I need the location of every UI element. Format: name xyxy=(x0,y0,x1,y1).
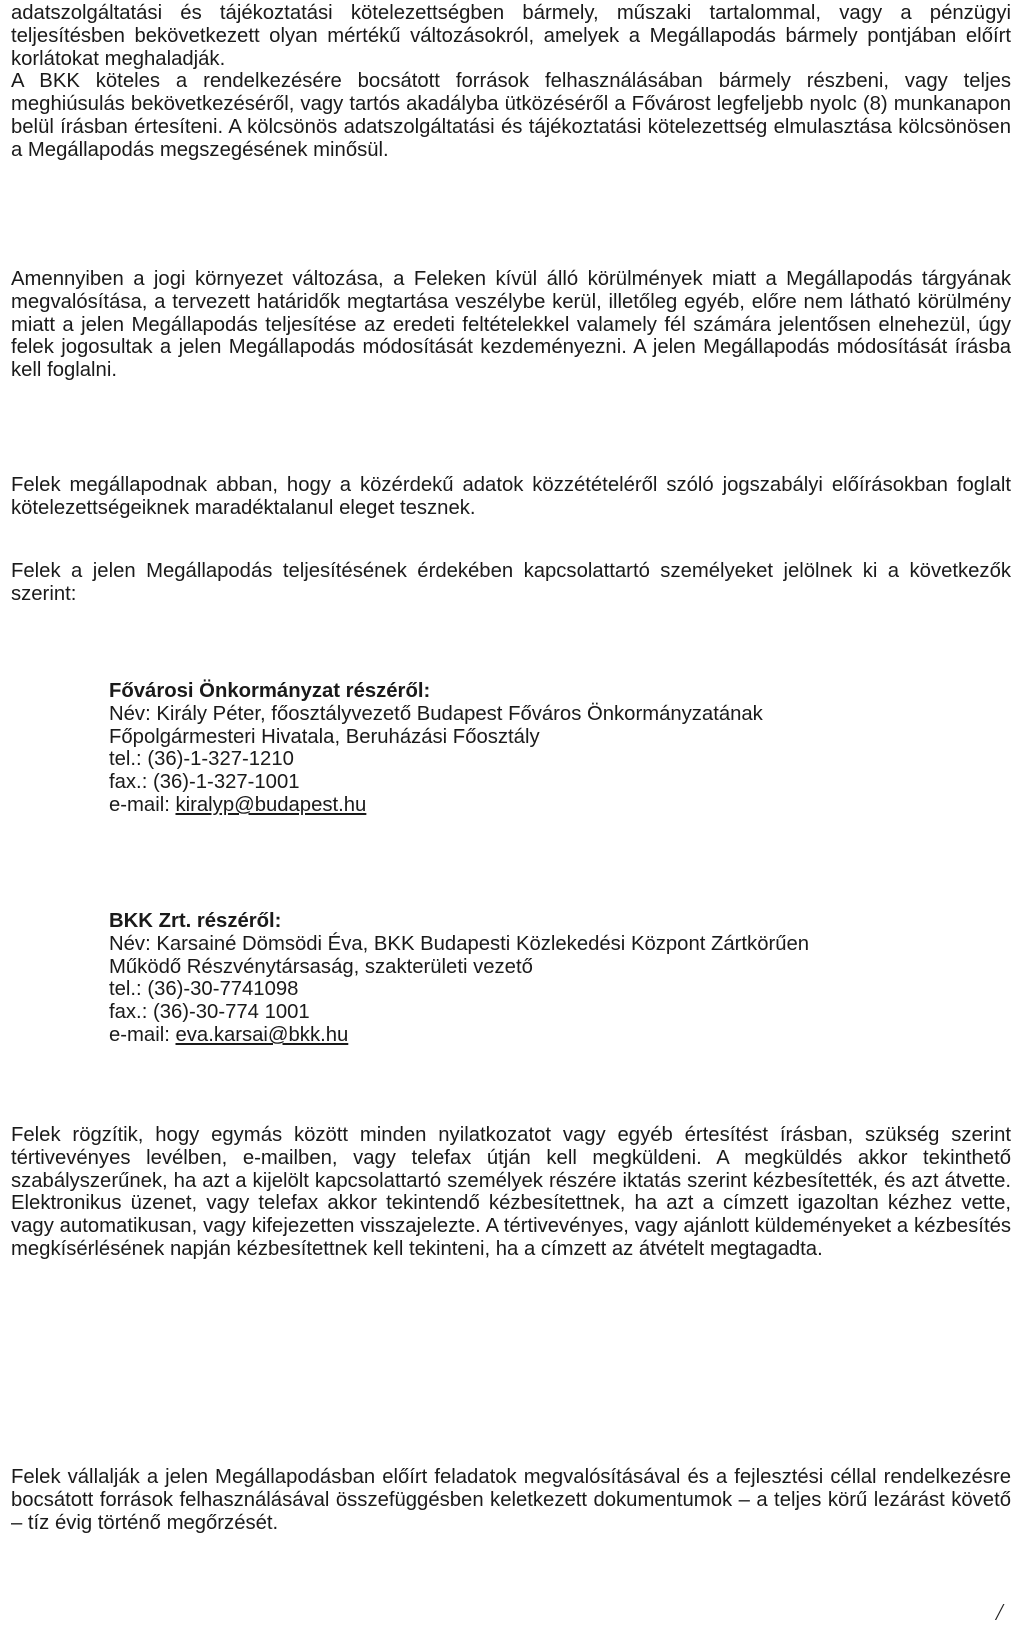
contact-fax: fax.: (36)-1-327-1001 xyxy=(109,771,300,794)
contact-phone: tel.: (36)-30-7741098 xyxy=(109,978,299,1001)
paragraph-public-data: Felek megállapodnak abban, hogy a közérdekű adatok közzétételéről szóló jogszabályi előírásokban foglalt kötelezettségeiknek maradéktalanul eleget tesznek. xyxy=(11,474,1011,519)
contact-email-link[interactable]: kiralyp@budapest.hu xyxy=(175,793,367,816)
contact-email-row xyxy=(109,1024,1009,1047)
contact-department-line: Működő Részvénytársaság, szakterületi vezető xyxy=(109,955,533,978)
contact-heading: BKK Zrt. részéről: xyxy=(109,910,282,932)
contact-name-line: Név: Király Péter, főosztályvezető Budapest Főváros Önkormányzatának xyxy=(109,702,763,725)
contact-email-row xyxy=(109,794,1009,817)
contact-department-line: Főpolgármesteri Hivatala, Beruházási Főosztály xyxy=(109,725,540,748)
paragraph-notices: Felek rögzítik, hogy egymás között minden nyilatkozatot vagy egyéb értesítést írásban, szükség szerint tértivevényes levélben, e-mailben, vagy telefax útján kell megküldeni. A megküldés akkor tekinthető szabályszerűnek, ha azt a kijelölt kapcsolattartó személyek részére iktatás szerint kézbesítették, és azt átvette. Elektronikus üzenet, vagy telefax akkor tekintendő kézbesítettnek, ha azt a címzett igazoltan kézhez vette, vagy automatikusan, vagy kifejezetten visszajelezte. A tértivevényes, vagy ajánlott küldeményeket a kézbesítés megkísérlésének napján kézbesítettnek kell tekinteni, ha a címzett az átvételt megtagadta. xyxy=(11,1124,1011,1260)
paragraph-reporting-obligations: adatszolgáltatási és tájékoztatási kötelezettségben bármely, műszaki tartalommal, vagy a pénzügyi teljesítésben bekövetkezett olyan mértékű változásokról, amelyek a Megállapodás bármely pontjában előírt korlátokat meghaladják. A BKK köteles a rendelkezésére bocsátott források felhasználásában bármely részbeni, vagy teljes meghiúsulás bekövetkezéséről, vagy tartós akadályba ütközéséről a Fővárost legfeljebb nyolc (8) munkanapon belül írásban értesíteni. A kölcsönös adatszolgáltatási és tájékoztatási kötelezettség elmulasztása kölcsönösen a Megállapodás megszegésének minősül. xyxy=(11,2,1011,161)
paragraph-contact-intro: Felek a jelen Megállapodás teljesítésének érdekében kapcsolattartó személyeket jelölnek ki a következők szerint: xyxy=(11,560,1011,605)
contact-name-line: Név: Karsainé Dömsödi Éva, BKK Budapesti Közlekedési Központ Zártkörűen xyxy=(109,932,810,955)
contact-phone: tel.: (36)-1-327-1210 xyxy=(109,748,294,771)
paragraph-amendment: Amennyiben a jogi környezet változása, a Feleken kívül álló körülmények miatt a Megállapodás tárgyának megvalósítása, a tervezett határidők megtartása veszélybe kerül, illetőleg egyéb, előre nem látható körülmény miatt a jelen Megállapodás teljesítése az eredeti feltételekkel valamely fél számára jelentősen elnehezül, úgy felek jogosultak a jelen Megállapodás módosítását kezdeményezni. A jelen Megállapodás módosítását írásba kell foglalni. xyxy=(11,268,1011,382)
contact-fax: fax.: (36)-30-774 1001 xyxy=(109,1001,310,1024)
paragraph-document-retention: Felek vállalják a jelen Megállapodásban előírt feladatok megvalósításával és a fejlesztési céllal rendelkezésre bocsátott források felhasználásával összefüggésben keletkezett dokumentumok – a teljes körű lezárást követő – tíz évig történő megőrzését. xyxy=(11,1466,1011,1534)
contact-block-bkk xyxy=(109,910,1009,1047)
contact-email-link[interactable]: eva.karsai@bkk.hu xyxy=(175,1023,349,1046)
contact-heading: Fővárosi Önkormányzat részéről: xyxy=(109,680,431,702)
contact-email-label: e-mail: xyxy=(109,1023,176,1046)
page-corner-mark: / xyxy=(996,1600,1003,1626)
contact-block-fovaros xyxy=(109,680,1009,817)
contact-email-label: e-mail: xyxy=(109,793,176,816)
